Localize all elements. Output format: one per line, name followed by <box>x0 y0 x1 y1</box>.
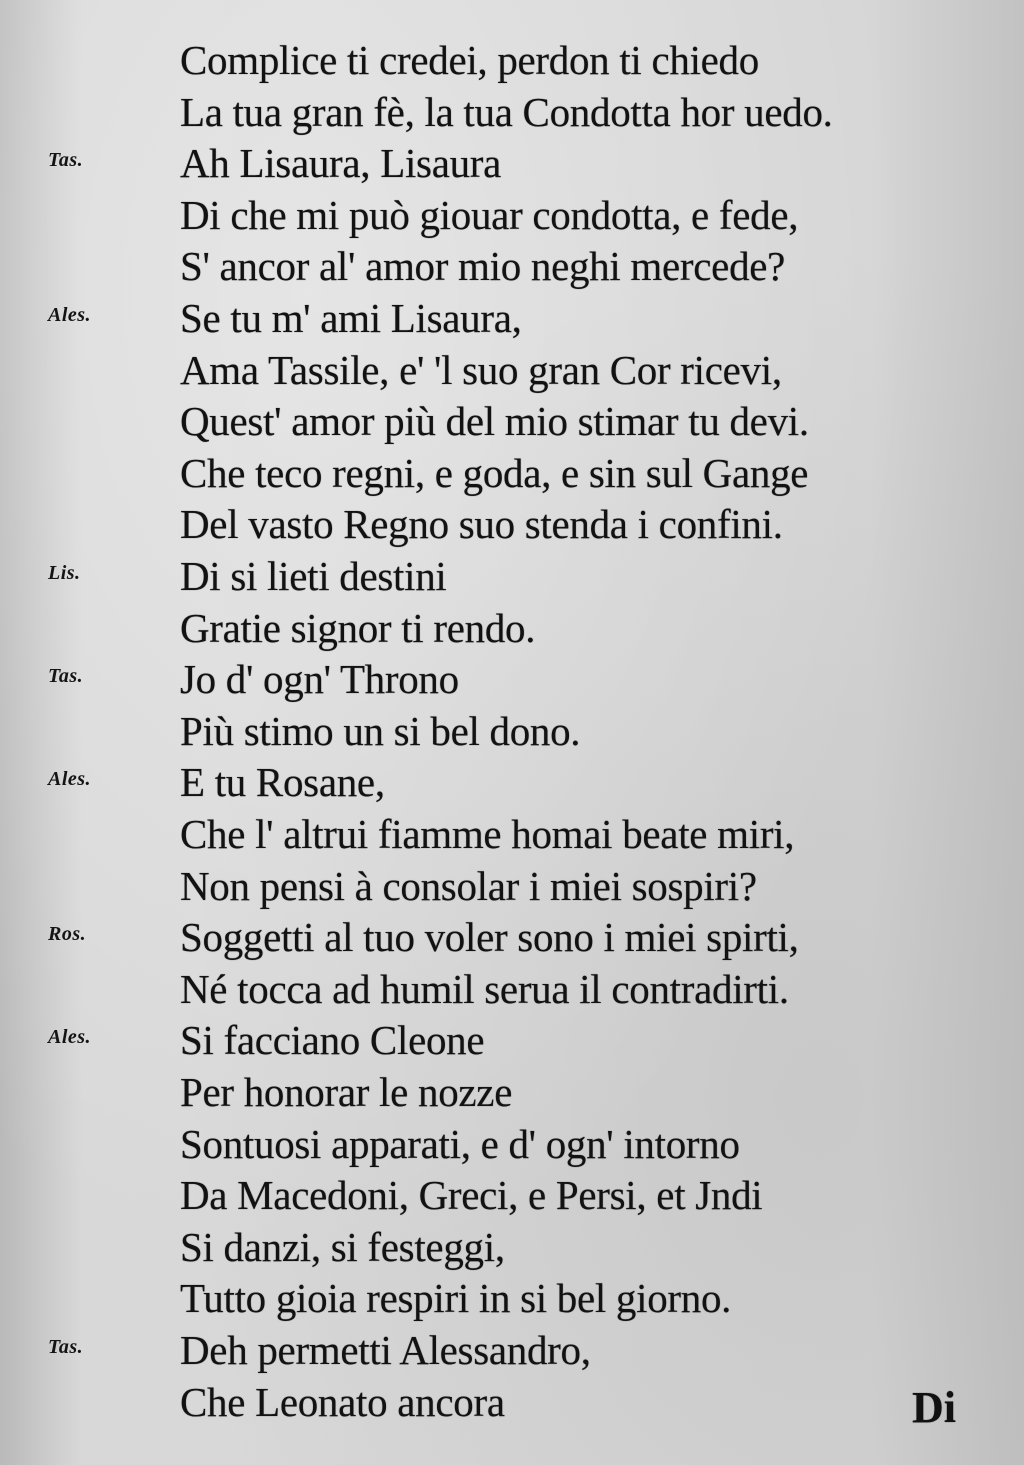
verse-line <box>0 294 1024 342</box>
verse-line <box>0 655 1024 703</box>
verse-text: Da Macedoni, Greci, e Persi, et Jndi <box>180 1172 763 1218</box>
verse-text: Di che mi può giouar condotta, e fede, <box>180 192 799 238</box>
verse-text: Gratie signor ti rendo. <box>180 605 536 651</box>
verse-line <box>0 1171 1024 1219</box>
verse-line <box>0 965 1024 1013</box>
verse-text: Che Leonato ancora <box>180 1379 505 1425</box>
verse-text: Tutto gioia respiri in si bel giorno. <box>180 1275 732 1321</box>
speaker-label: Tas. <box>48 665 84 687</box>
verse-line <box>0 191 1024 239</box>
speaker-label: Tas. <box>48 1336 84 1358</box>
verse-text: Ah Lisaura, Lisaura <box>180 140 502 186</box>
catchword: Di <box>912 1383 956 1432</box>
verse-text: Per honorar le nozze <box>180 1069 513 1115</box>
verse-line <box>0 810 1024 858</box>
verse-line <box>0 397 1024 445</box>
verse-line <box>0 242 1024 290</box>
verse-text: Quest' amor più del mio stimar tu devi. <box>180 398 809 444</box>
verse-line <box>0 1378 1024 1426</box>
verse-text: Jo d' ogn' Throno <box>180 656 459 702</box>
verse-line <box>0 88 1024 136</box>
verse-line <box>0 552 1024 600</box>
verse-text: Si facciano Cleone <box>180 1017 485 1063</box>
verse-text: Complice ti credei, perdon ti chiedo <box>180 37 759 83</box>
speaker-label: Tas. <box>48 149 84 171</box>
speaker-label: Ros. <box>48 923 87 945</box>
verse-text: Che l' altrui fiamme homai beate miri, <box>180 811 795 857</box>
verse-line <box>0 862 1024 910</box>
verse-text: Deh permetti Alessandro, <box>180 1327 591 1373</box>
verse-line <box>0 1120 1024 1168</box>
verse-line <box>0 139 1024 187</box>
speaker-label: Ales. <box>48 768 92 790</box>
verse-line <box>0 1016 1024 1064</box>
speaker-label: Ales. <box>48 1026 92 1048</box>
verse-text: Ama Tassile, e' 'l suo gran Cor ricevi, <box>180 347 782 393</box>
verse-line <box>0 1274 1024 1322</box>
verse-text: Del vasto Regno suo stenda i confini. <box>180 501 783 547</box>
verse-line <box>0 1223 1024 1271</box>
verse-text: Se tu m' ami Lisaura, <box>180 295 522 341</box>
verse-text: La tua gran fè, la tua Condotta hor uedo. <box>180 89 833 135</box>
verse-line <box>0 449 1024 497</box>
verse-text: Di si lieti destini <box>180 553 447 599</box>
verse-line <box>0 1326 1024 1374</box>
speaker-label: Lis. <box>48 562 81 584</box>
verse-text: Che teco regni, e goda, e sin sul Gange <box>180 450 809 496</box>
verse-line <box>0 1068 1024 1116</box>
verse-text: E tu Rosane, <box>180 759 385 805</box>
verse-line <box>0 913 1024 961</box>
verse-line <box>0 758 1024 806</box>
verse-text: Sontuosi apparati, e d' ogn' intorno <box>180 1121 740 1167</box>
verse-line <box>0 500 1024 548</box>
verse-text: Non pensi à consolar i miei sospiri? <box>180 863 757 909</box>
verse-text: S' ancor al' amor mio neghi mercede? <box>180 243 786 289</box>
verse-text: Soggetti al tuo voler sono i miei spirti, <box>180 914 799 960</box>
verse-line <box>0 346 1024 394</box>
verse-text: Né tocca ad humil serua il contradirti. <box>180 966 789 1012</box>
verse-line <box>0 707 1024 755</box>
verse-line <box>0 36 1024 84</box>
verse-text: Più stimo un si bel dono. <box>180 708 581 754</box>
speaker-label: Ales. <box>48 304 92 326</box>
verse-line <box>0 604 1024 652</box>
verse-text: Si danzi, si festeggi, <box>180 1224 505 1270</box>
